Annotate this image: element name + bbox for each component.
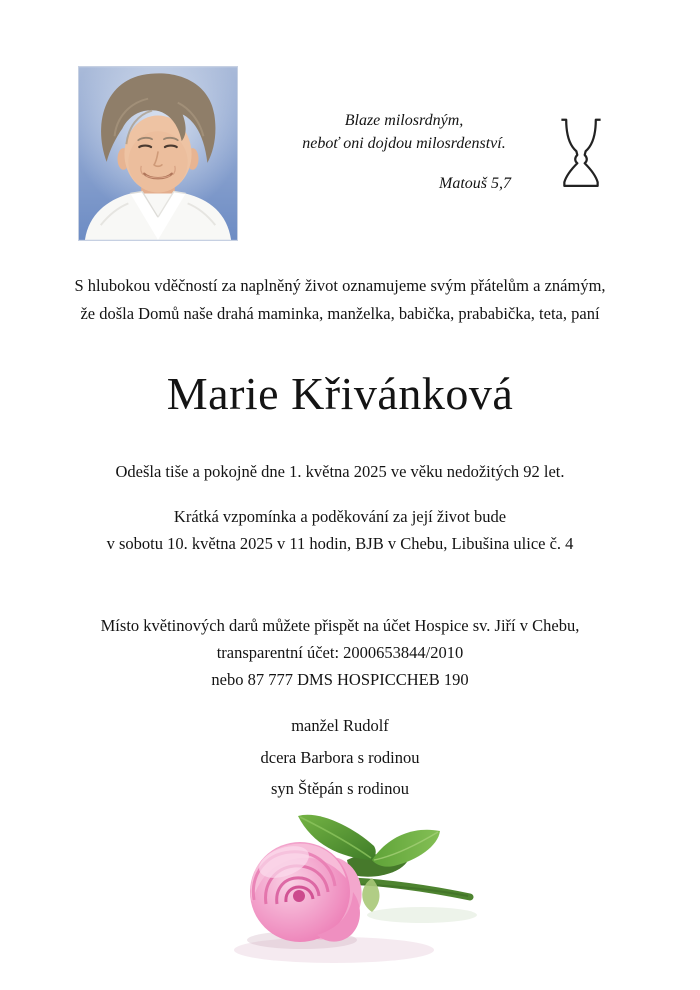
memorial-line-1: Krátká vzpomínka a poděkování za její život bude [173, 507, 507, 526]
announcement-line-1: S hlubokou vděčností za naplněný život oznamujeme svým přátelům a známým, [74, 276, 606, 295]
rose-illustration [222, 800, 482, 970]
pink-rose-image [222, 800, 482, 970]
chalice-outline [556, 117, 606, 191]
family-member-daughter: dcera Barbora s rodinou [260, 747, 420, 767]
announcement-paragraph [0, 272, 680, 328]
donation-paragraph [0, 612, 680, 693]
donation-line-3: nebo 87 777 DMS HOSPICCHEB 190 [211, 670, 469, 689]
family-list [0, 710, 680, 805]
family-member-husband: manžel Rudolf [291, 716, 389, 735]
portrait-photo [78, 66, 238, 241]
memorial-line-2: v sobotu 10. května 2025 v 11 hodin, BJB v Chebu, Libušina ulice č. 4 [106, 534, 574, 553]
verse-citation: Matouš 5,7 [439, 175, 511, 192]
family-member-son: syn Štěpán s rodinou [271, 779, 409, 798]
verse-line-2: neboť oni dojdou milosrdenství. [302, 135, 506, 152]
chalice-icon [556, 117, 606, 191]
verse-line-1: Blaze milosrdným, [344, 112, 464, 129]
portrait-photo-illustration [79, 67, 237, 240]
donation-line-2: transparentní účet: 2000653844/2010 [216, 643, 464, 662]
memorial-service-paragraph [0, 503, 680, 557]
passing-line: Odešla tiše a pokojně dne 1. května 2025 ve věku nedožitých 92 let. [115, 462, 565, 481]
donation-line-1: Místo květinových darů můžete přispět na účet Hospice sv. Jiří v Chebu, [100, 616, 580, 635]
announcement-line-2: že došla Domů naše drahá maminka, manželka, babička, prababička, teta, paní [80, 304, 600, 323]
deceased-name: Marie Křivánková [166, 368, 514, 419]
bible-verse [293, 109, 515, 195]
